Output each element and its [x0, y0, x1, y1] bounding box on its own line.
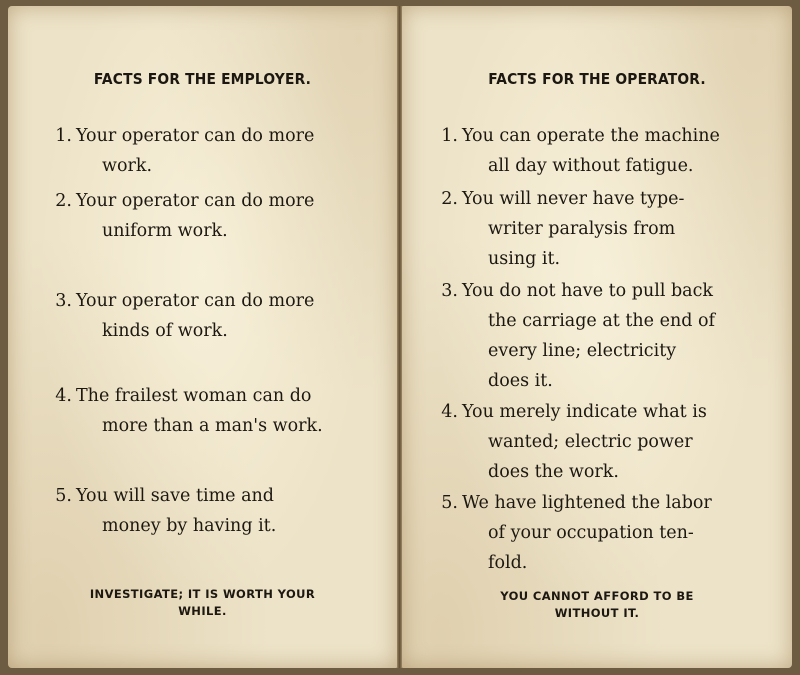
fact-line: wanted; electric power [488, 432, 693, 452]
employer-fact-4 [46, 381, 376, 441]
fact-line: all day without fatigue. [488, 156, 694, 176]
operator-fact-1 [432, 121, 764, 181]
fact-line: Your operator can do more [76, 291, 315, 311]
operator-fact-2 [432, 184, 764, 274]
fact-number: 2. [441, 189, 458, 209]
fact-line: The frailest woman can do [76, 386, 312, 406]
right-page [402, 6, 792, 668]
fact-number: 5. [55, 486, 72, 506]
left-page-heading: FACTS FOR THE EMPLOYER. [93, 70, 312, 88]
fact-line: You will never have type- [462, 189, 685, 209]
fact-line: You can operate the machine [462, 126, 720, 146]
fact-line: money by having it. [102, 516, 277, 536]
fact-line: uniform work. [102, 221, 228, 241]
fact-line: You merely indicate what is [462, 402, 707, 422]
employer-fact-1 [46, 121, 376, 181]
operator-fact-3 [432, 276, 764, 396]
operator-fact-5 [432, 488, 764, 578]
fact-line: does it. [488, 371, 553, 391]
fact-number: 4. [55, 386, 72, 406]
right-page-heading: FACTS FOR THE OPERATOR. [488, 70, 706, 88]
fact-line: You do not have to pull back [462, 281, 714, 301]
fact-line: more than a man's work. [102, 416, 323, 436]
fact-number: 2. [55, 191, 72, 211]
fact-line: fold. [488, 553, 528, 573]
left-page [8, 6, 397, 668]
fact-number: 1. [55, 126, 72, 146]
fact-line: of your occupation ten- [488, 523, 694, 543]
footer-line: YOU CANNOT AFFORD TO BE [500, 589, 694, 603]
fact-line: We have lightened the labor [462, 493, 712, 513]
fact-line: using it. [488, 249, 561, 269]
fact-line: does the work. [488, 462, 619, 482]
fact-line: every line; electricity [488, 341, 677, 361]
operator-fact-4 [432, 397, 764, 487]
footer-line: WITHOUT IT. [554, 606, 640, 620]
fact-line: writer paralysis from [488, 219, 676, 239]
fact-line: You will save time and [76, 486, 275, 506]
fact-number: 1. [441, 126, 458, 146]
fact-line: Your operator can do more [76, 126, 315, 146]
employer-fact-3 [46, 286, 376, 346]
left-page-footer [8, 586, 397, 620]
fact-number: 3. [55, 291, 72, 311]
fact-number: 4. [441, 402, 458, 422]
employer-fact-2 [46, 186, 376, 246]
fact-number: 5. [441, 493, 458, 513]
fact-line: work. [102, 156, 153, 176]
fact-line: kinds of work. [102, 321, 228, 341]
footer-line: WHILE. [178, 604, 227, 618]
right-page-footer [402, 588, 792, 622]
fact-line: Your operator can do more [76, 191, 315, 211]
employer-fact-5 [46, 481, 376, 541]
fact-line: the carriage at the end of [488, 311, 715, 331]
fact-number: 3. [441, 281, 458, 301]
footer-line: INVESTIGATE; IT IS WORTH YOUR [89, 587, 316, 601]
